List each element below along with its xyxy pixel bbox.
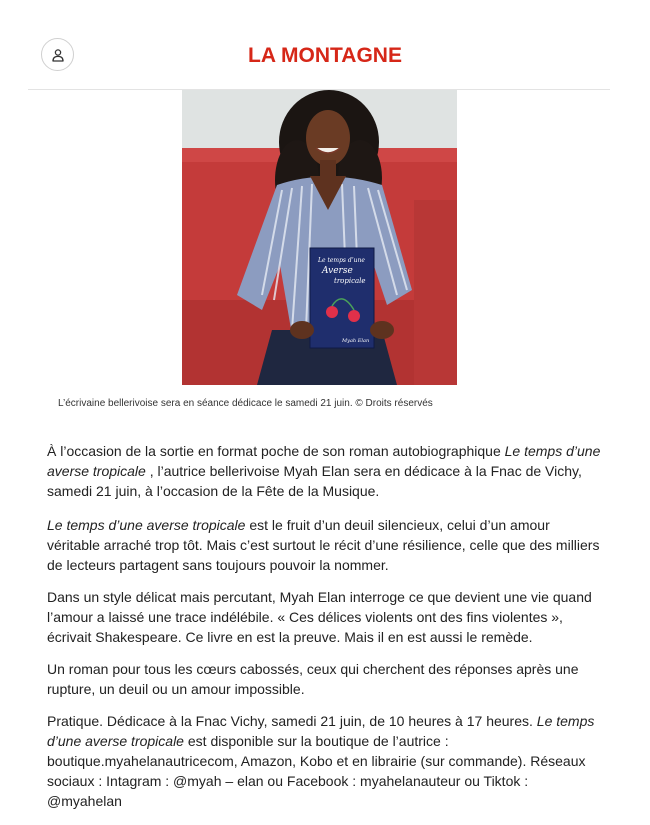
- article-photo: [182, 90, 457, 385]
- article-paragraph: À l’occasion de la sortie en format poche de son roman autobiographique Le temps d’une averse tropicale , l’autrice bellerivoise Myah Elan sera en dédicace à la Fnac de Vichy, samedi 21 juin, à l’occasion de la Fête de la Musique.: [47, 443, 601, 499]
- site-logo[interactable]: LA MONTAGNE: [248, 44, 402, 67]
- article-paragraph: Dans un style délicat mais percutant, Myah Elan interroge ce que devient une vie quand l’amour a laissé une trace indélébile. « Ces délices violents ont des fins violentes », écrivait Shakespeare. Ce livre en est la preuve. Mais il en est aussi le remède.: [47, 589, 592, 645]
- book-title-line3: tropicale: [334, 277, 366, 285]
- book-title-inline: Le temps d’une averse tropicale: [47, 517, 246, 533]
- site-header: [0, 0, 650, 89]
- book-title-inline: Le temps d’une averse tropicale: [47, 713, 595, 749]
- book-title-line2: Averse: [322, 266, 353, 276]
- photo-caption: L’écrivaine bellerivoise sera en séance dédicace le samedi 21 juin. © Droits réservés: [58, 398, 433, 409]
- article-paragraph: Le temps d’une averse tropicale est le fruit d’un deuil silencieux, celui d’un amour véritable arraché trop tôt. Mais c’est surtout le récit d’une résilience, celle que des milliers de lecteurs partagent sans toujours pouvoir la nommer.: [47, 517, 600, 573]
- article-paragraph: Pratique. Dédicace à la Fnac Vichy, samedi 21 juin, de 10 heures à 17 heures. Le temps d’une averse tropicale est disponible sur la boutique de l’autrice : boutique.myahelanautricecom, Amazon, Kobo et en librairie (sur commande). Réseaux sociaux : Intagram : @myah – elan ou Facebook : myahelanauteur ou Tiktok : @myahelan: [47, 713, 595, 809]
- article-body: [47, 441, 603, 823]
- book-title-line1: Le temps d’une: [318, 257, 365, 264]
- book-author: Myah Elan: [342, 338, 370, 344]
- book-title-inline: Le temps d’une averse tropicale: [47, 443, 601, 479]
- article-paragraph: Un roman pour tous les cœurs cabossés, ceux qui cherchent des réponses après une rupture, un deuil ou un amour impossible.: [47, 661, 579, 697]
